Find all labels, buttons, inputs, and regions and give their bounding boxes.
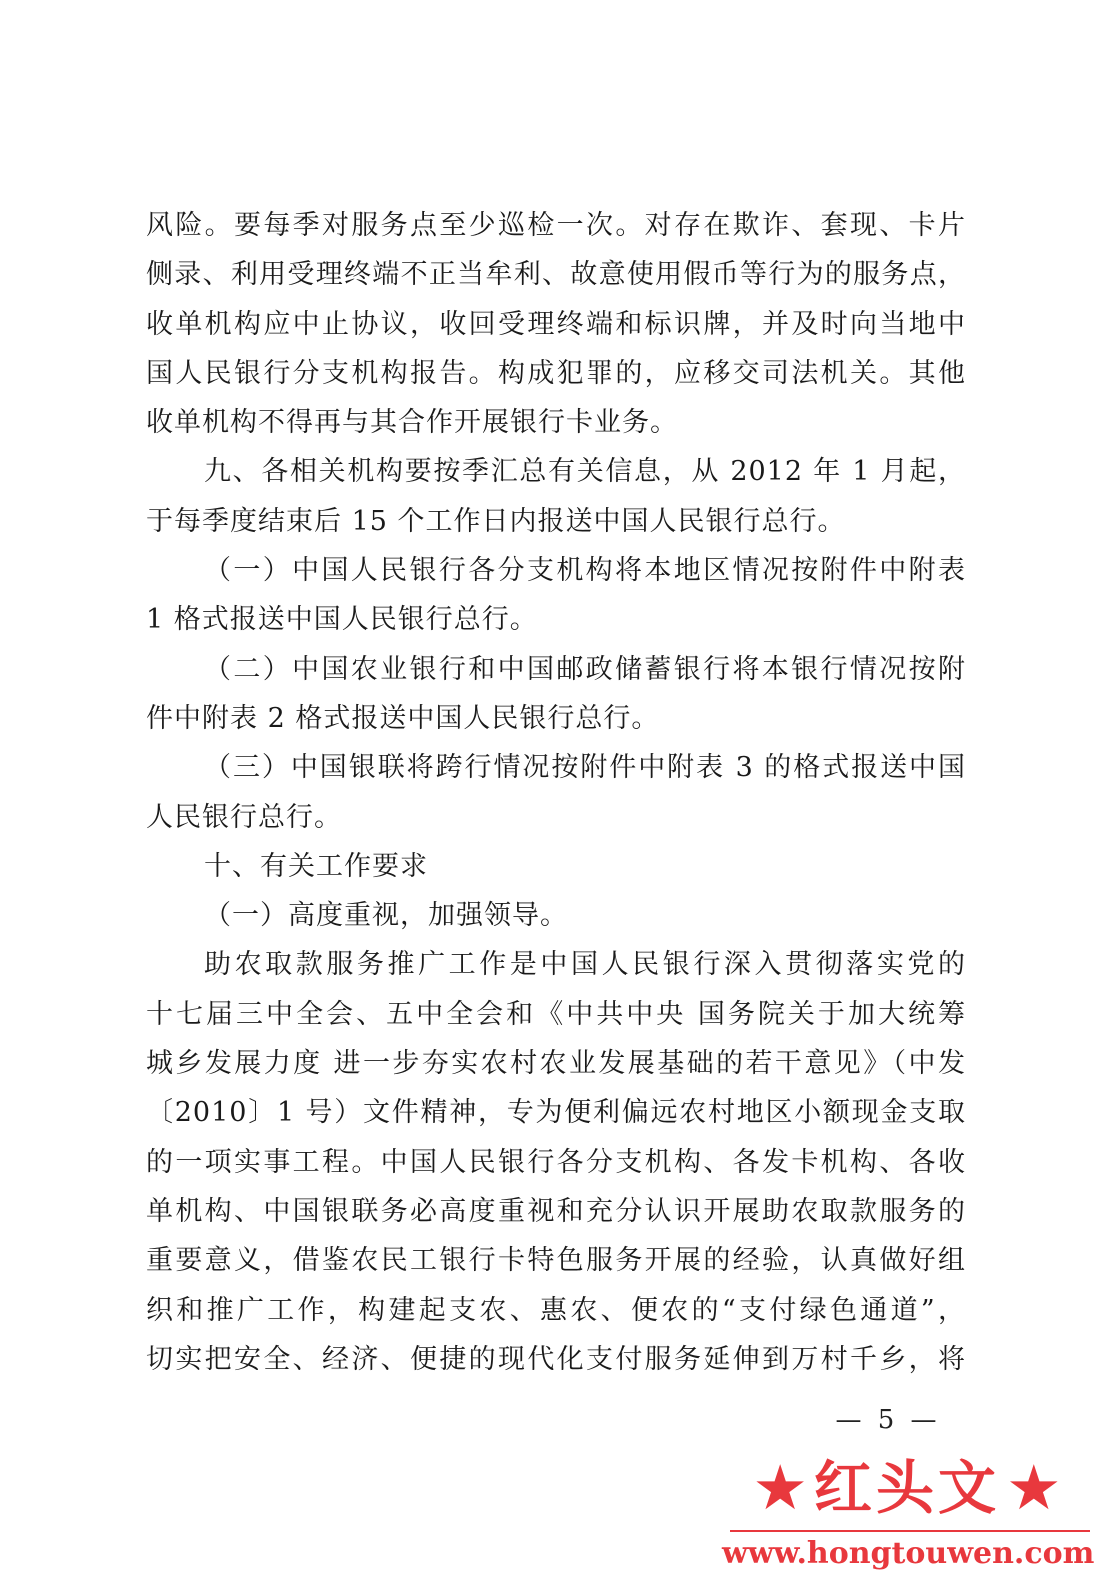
text-line: （一）中国人民银行各分支机构将本地区情况按附件中附表 — [204, 555, 966, 587]
text-line: 人民银行总行。 — [146, 801, 342, 833]
text-line: 九、各相关机构要按季汇总有关信息，从 2012 年 1 月起， — [204, 456, 966, 488]
text-line: 侧录、利用受理终端不正当牟利、故意使用假币等行为的服务点， — [146, 259, 966, 291]
text-line: 切实把安全、经济、便捷的现代化支付服务延伸到万村千乡，将 — [146, 1343, 966, 1375]
watermark-url: www.hongtouwen.com — [722, 1536, 1095, 1571]
text-line: 单机构、中国银联务必高度重视和充分认识开展助农取款服务的 — [146, 1195, 966, 1227]
star-icon: ★ — [1006, 1451, 1062, 1524]
text-line: 的一项实事工程。中国人民银行各分支机构、各发卡机构、各收 — [146, 1146, 966, 1178]
text-line: 国人民银行分支机构报告。构成犯罪的，应移交司法机关。其他 — [146, 357, 966, 389]
text-line: 收单机构不得再与其合作开展银行卡业务。 — [146, 407, 678, 439]
text-line: （一）高度重视，加强领导。 — [204, 900, 568, 932]
text-line: 助农取款服务推广工作是中国人民银行深入贯彻落实党的 — [204, 949, 966, 981]
watermark-divider — [730, 1530, 1090, 1532]
watermark-title — [722, 1448, 1092, 1528]
star-icon: ★ — [752, 1451, 808, 1524]
text-line: 1 格式报送中国人民银行总行。 — [146, 604, 538, 636]
text-line: 〔2010〕1 号）文件精神，专为便利偏远农村地区小额现金支取 — [146, 1097, 966, 1129]
text-line: 织和推广工作，构建起支农、惠农、便农的“支付绿色通道”， — [146, 1294, 966, 1326]
text-line: 十七届三中全会、五中全会和《中共中央 国务院关于加大统筹 — [146, 998, 966, 1030]
text-line: （三）中国银联将跨行情况按附件中附表 3 的格式报送中国 — [204, 752, 966, 784]
text-line: 十、有关工作要求 — [204, 850, 428, 882]
page-number: — 5 — — [835, 1405, 941, 1435]
document-body — [146, 201, 966, 1384]
text-line: 风险。要每季对服务点至少巡检一次。对存在欺诈、套现、卡片 — [146, 210, 966, 241]
text-line: 件中附表 2 格式报送中国人民银行总行。 — [146, 702, 660, 734]
text-line: （二）中国农业银行和中国邮政储蓄银行将本银行情况按附 — [204, 653, 966, 685]
text-line: 于每季度结束后 15 个工作日内报送中国人民银行总行。 — [146, 505, 846, 537]
text-line: 城乡发展力度 进一步夯实农村农业发展基础的若干意见》（中发 — [146, 1048, 966, 1080]
watermark-brand: 红头文 — [813, 1454, 1000, 1522]
text-line: 重要意义，借鉴农民工银行卡特色服务开展的经验，认真做好组 — [146, 1245, 966, 1277]
watermark — [722, 1448, 1112, 1578]
text-line: 收单机构应中止协议，收回受理终端和标识牌，并及时向当地中 — [146, 308, 966, 340]
